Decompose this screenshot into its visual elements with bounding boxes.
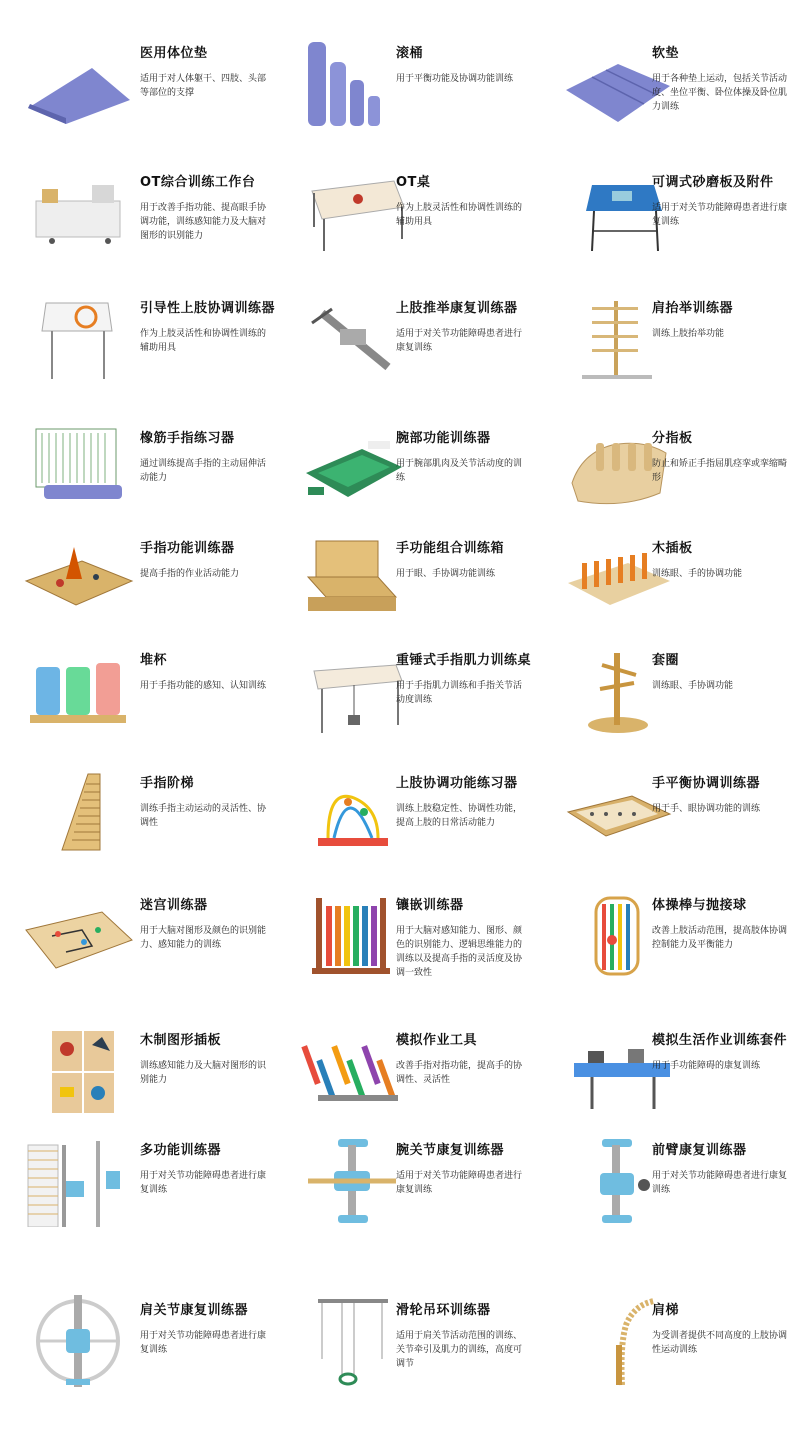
wrist-rehab-icon [298, 1135, 410, 1227]
product-description: 训练眼、手的协调功能 [652, 569, 743, 579]
bead-maze-icon [298, 768, 410, 860]
product-item [22, 1135, 284, 1255]
product-item [562, 423, 800, 543]
product-name: 模拟生活作业训练套件 [652, 1033, 788, 1048]
product-description: 用于眼、手协调功能训练 [396, 569, 496, 579]
product-description: 用于手指功能的感知、认知训练 [140, 681, 267, 691]
product-description: 训练眼、手协调功能 [652, 681, 734, 691]
product-name: OT桌 [396, 175, 431, 190]
product-description: 用于手功能障碍的康复训练 [652, 1061, 761, 1071]
product-item [562, 890, 800, 1010]
product-name: 多功能训练器 [140, 1143, 222, 1158]
product-description: 用于对关节功能障碍患者进行康复训练 [140, 1171, 267, 1195]
product-item [562, 293, 800, 413]
shoulder-wheel-icon [22, 1295, 134, 1387]
maze-board-icon [22, 890, 134, 982]
wedge-cushion-icon [22, 38, 134, 130]
product-description: 改善上肢活动范围，提高肢体协调控制能力及平衡能力 [652, 926, 788, 950]
product-name: 橡筋手指练习器 [140, 431, 235, 446]
product-name: 木插板 [652, 541, 693, 556]
product-description: 用于对关节功能障碍患者进行康复训练 [140, 1331, 267, 1355]
finger-ladder-icon [22, 768, 134, 860]
product-name: 肩抬举训练器 [652, 301, 734, 316]
product-name: OT综合训练工作台 [140, 175, 256, 190]
product-item [22, 890, 284, 1010]
product-description: 防止和矫正手指屈肌痉挛或挛缩畸形 [652, 459, 788, 483]
product-description: 用于手指肌力训练和手指关节活动度训练 [396, 681, 523, 705]
product-description: 适用于对关节功能障碍患者进行康复训练 [396, 1171, 523, 1195]
product-item [562, 38, 800, 158]
product-name: 肩关节康复训练器 [140, 1303, 249, 1318]
workstation-icon [22, 167, 134, 259]
product-item [298, 1135, 560, 1255]
weight-table-icon [298, 645, 410, 737]
product-item [298, 167, 560, 287]
product-item [298, 1025, 560, 1145]
product-description: 训练上肢抬举功能 [652, 329, 725, 339]
product-item [562, 1025, 800, 1145]
product-name: 手功能组合训练箱 [396, 541, 505, 556]
push-trainer-icon [298, 293, 410, 385]
shape-puzzle-icon [22, 1025, 134, 1117]
product-description: 用于大脑对感知能力、图形、颜色的识别能力、逻辑思维能力的训练以及提高手指的灵活度及协调一致性 [396, 926, 523, 978]
product-item [22, 38, 284, 158]
abacus-icon [298, 890, 410, 982]
hand-combo-box-icon [298, 533, 410, 625]
product-item [22, 1025, 284, 1145]
product-item [298, 1295, 560, 1415]
product-name: 腕部功能训练器 [396, 431, 491, 446]
product-description: 提高手指的作业活动能力 [140, 569, 240, 579]
product-description: 训练感知能力及大脑对图形的识别能力 [140, 1061, 267, 1085]
wrist-trainer-icon [298, 423, 410, 515]
ot-table-icon [298, 167, 410, 259]
product-name: 医用体位垫 [140, 46, 208, 61]
product-name: 手指阶梯 [140, 776, 195, 791]
product-item [298, 645, 560, 765]
product-name: 软垫 [652, 46, 680, 61]
product-description: 训练上肢稳定性、协调性功能，提高上肢的日常活动能力 [396, 804, 523, 828]
product-description: 用于平衡功能及协调功能训练 [396, 74, 514, 84]
product-item [22, 645, 284, 765]
product-item [298, 293, 560, 413]
product-description: 用于手、眼协调功能的训练 [652, 804, 761, 814]
product-name: 模拟作业工具 [396, 1033, 478, 1048]
product-description: 改善手指对指功能，提高手的协调性、灵活性 [396, 1061, 523, 1085]
tools-icon [298, 1025, 410, 1117]
rubber-finger-icon [22, 423, 134, 515]
product-name: 分指板 [652, 431, 693, 446]
product-name: 上肢推举康复训练器 [396, 301, 518, 316]
product-description: 适用于对关节功能障碍患者进行康复训练 [652, 203, 788, 227]
stacking-cups-icon [22, 645, 134, 737]
product-name: 体操棒与抛接球 [652, 898, 747, 913]
product-name: 滑轮吊环训练器 [396, 1303, 491, 1318]
product-item [22, 533, 284, 653]
product-name: 腕关节康复训练器 [396, 1143, 505, 1158]
product-item [562, 1135, 800, 1255]
product-item [298, 423, 560, 543]
product-name: 手指功能训练器 [140, 541, 235, 556]
product-description: 适用于对关节功能障碍患者进行康复训练 [396, 329, 523, 353]
product-description: 用于改善手指功能、提高眼手协调功能，训练感知能力及大脑对图形的识别能力 [140, 203, 267, 241]
product-name: 滚桶 [396, 46, 424, 61]
product-description: 作为上肢灵活性和协调性训练的辅助用具 [140, 329, 267, 353]
product-item [298, 890, 560, 1010]
product-name: 镶嵌训练器 [396, 898, 464, 913]
product-description: 为受训者提供不同高度的上肢协调性运动训练 [652, 1331, 788, 1355]
finger-trainer-box-icon [22, 533, 134, 625]
product-name: 套圈 [652, 653, 680, 668]
product-item [298, 38, 560, 158]
product-name: 引导性上肢协调训练器 [140, 301, 276, 316]
product-item [562, 645, 800, 765]
product-name: 前臂康复训练器 [652, 1143, 747, 1158]
product-item [562, 768, 800, 888]
product-item [562, 167, 800, 287]
product-description: 用于各种垫上运动，包括关节活动度、坐位平衡、卧位体操及卧位肌力训练 [652, 74, 788, 112]
product-item [562, 533, 800, 653]
product-item [22, 1295, 284, 1415]
product-description: 用于大脑对图形及颜色的识别能力、感知能力的训练 [140, 926, 267, 950]
product-item [22, 423, 284, 543]
product-item [562, 1295, 800, 1415]
product-name: 重锤式手指肌力训练桌 [396, 653, 532, 668]
product-name: 肩梯 [652, 1303, 680, 1318]
product-description: 用于腕部肌肉及关节活动度的训练 [396, 459, 523, 483]
multi-trainer-icon [22, 1135, 134, 1227]
guided-trainer-icon [22, 293, 134, 385]
product-item [22, 167, 284, 287]
product-description: 适用于肩关节活动范围的训练、关节牵引及肌力的训练，高度可调节 [396, 1331, 523, 1369]
product-name: 迷宫训练器 [140, 898, 208, 913]
rollers-icon [298, 38, 410, 130]
product-name: 木制图形插板 [140, 1033, 222, 1048]
product-description: 适用于对人体躯干、四肢、头部等部位的支撑 [140, 74, 267, 98]
product-item [22, 768, 284, 888]
product-item [298, 533, 560, 653]
product-description: 通过训练提高手指的主动屈伸活动能力 [140, 459, 267, 483]
product-description: 训练手指主动运动的灵活性、协调性 [140, 804, 267, 828]
product-name: 堆杯 [140, 653, 168, 668]
product-name: 手平衡协调训练器 [652, 776, 761, 791]
product-description: 作为上肢灵活性和协调性训练的辅助用具 [396, 203, 523, 227]
pulley-rings-icon [298, 1295, 410, 1387]
product-item [22, 293, 284, 413]
product-name: 上肢协调功能练习器 [396, 776, 518, 791]
product-item [298, 768, 560, 888]
product-description: 用于对关节功能障碍患者进行康复训练 [652, 1171, 788, 1195]
product-name: 可调式砂磨板及附件 [652, 175, 774, 190]
